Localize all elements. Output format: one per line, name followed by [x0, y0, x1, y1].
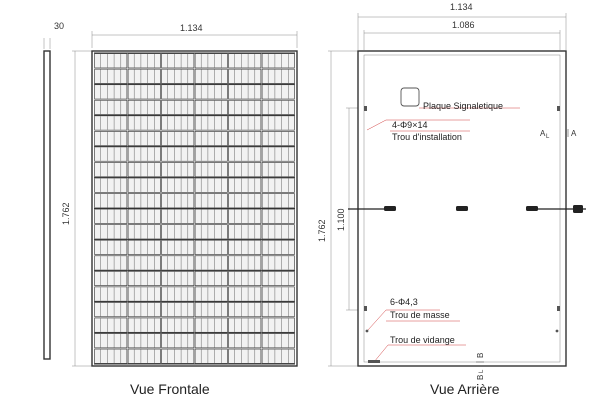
solar-cell [95, 209, 127, 223]
solar-cell [128, 334, 160, 348]
front-view [44, 21, 297, 397]
solar-cell [162, 302, 194, 316]
solar-cell [262, 100, 294, 114]
solar-cell [128, 209, 160, 223]
solar-cell [195, 178, 227, 192]
solar-cell [128, 178, 160, 192]
solar-cell [162, 287, 194, 301]
solar-cell [95, 240, 127, 254]
rear-inner-height-dim: 1.100 [336, 208, 346, 231]
solar-cell [95, 349, 127, 363]
solar-cell [195, 69, 227, 83]
solar-cell [262, 194, 294, 208]
solar-cell [128, 225, 160, 239]
solar-cell [162, 271, 194, 285]
solar-cell [95, 256, 127, 270]
solar-cell [95, 287, 127, 301]
solar-cell [162, 334, 194, 348]
cable-end-connector [573, 205, 583, 213]
solar-cell [162, 194, 194, 208]
solar-cell [128, 116, 160, 130]
front-height-dim: 1.762 [61, 202, 71, 225]
solar-cell [229, 209, 261, 223]
solar-cell [195, 131, 227, 145]
install-hole-spec: 4-Φ9×14 [392, 120, 428, 130]
solar-cell [262, 209, 294, 223]
solar-cell [229, 287, 261, 301]
install-hole-label: Trou d'installation [392, 132, 462, 142]
solar-cell [195, 318, 227, 332]
solar-cell [95, 178, 127, 192]
solar-cell [95, 100, 127, 114]
front-thickness-dim: 30 [54, 21, 65, 31]
solar-cell [128, 194, 160, 208]
solar-cell [95, 302, 127, 316]
solar-cell [262, 147, 294, 161]
solar-cell [262, 318, 294, 332]
solar-cell [229, 85, 261, 99]
panel-side-profile [44, 51, 50, 359]
solar-cell [162, 54, 194, 68]
solar-cell [95, 69, 127, 83]
solar-cell [195, 147, 227, 161]
solar-cell [195, 194, 227, 208]
section-a-left: A [540, 129, 546, 138]
solar-cell [95, 54, 127, 68]
front-width-dim: 1.134 [180, 23, 203, 33]
solar-cell [95, 194, 127, 208]
section-b-left: B [476, 374, 485, 380]
solar-cell [195, 85, 227, 99]
solar-cell [162, 69, 194, 83]
solar-cell [229, 349, 261, 363]
solar-cell [262, 256, 294, 270]
solar-cell [128, 318, 160, 332]
connector-left [384, 206, 396, 211]
solar-cell [195, 271, 227, 285]
solar-cell [229, 147, 261, 161]
front-view-caption: Vue Frontale [130, 381, 210, 397]
solar-cell [195, 302, 227, 316]
solar-cell [229, 194, 261, 208]
solar-cell [195, 349, 227, 363]
solar-cell [162, 349, 194, 363]
connector-right [526, 206, 538, 211]
solar-cell [128, 54, 160, 68]
solar-cell [229, 131, 261, 145]
solar-cell [262, 302, 294, 316]
solar-cell [128, 131, 160, 145]
solar-cell [162, 318, 194, 332]
solar-cell [128, 100, 160, 114]
solar-cell [95, 85, 127, 99]
solar-cell [229, 225, 261, 239]
solar-cell [262, 287, 294, 301]
ground-hole-right [556, 330, 559, 333]
install-hole-top-left [364, 106, 367, 111]
solar-cell [229, 116, 261, 130]
solar-cell [229, 100, 261, 114]
solar-cell [195, 240, 227, 254]
solar-cell [229, 271, 261, 285]
solar-cell [262, 271, 294, 285]
solar-cell [229, 334, 261, 348]
solar-cell [128, 271, 160, 285]
install-hole-top-right [557, 106, 560, 111]
solar-cell [229, 54, 261, 68]
solar-cell [195, 287, 227, 301]
solar-cell [262, 162, 294, 176]
solar-cell [262, 240, 294, 254]
solar-cell [262, 225, 294, 239]
solar-cell [262, 69, 294, 83]
solar-cell [229, 178, 261, 192]
solar-cell [95, 334, 127, 348]
solar-cell [162, 131, 194, 145]
solar-cell [262, 131, 294, 145]
section-b-left-sub: L [479, 369, 485, 373]
section-a-right: A [571, 129, 577, 138]
drain-hole [368, 360, 380, 363]
ground-hole-label: Trou de masse [390, 310, 450, 320]
install-hole-bottom-left [364, 306, 367, 311]
solar-cell [95, 116, 127, 130]
ground-hole-left [366, 330, 369, 333]
solar-cell [195, 225, 227, 239]
solar-cell [195, 162, 227, 176]
solar-cell [128, 85, 160, 99]
solar-cell [229, 302, 261, 316]
solar-cell [262, 54, 294, 68]
solar-cell [229, 162, 261, 176]
solar-cell [162, 225, 194, 239]
solar-cell [128, 240, 160, 254]
solar-cell [262, 178, 294, 192]
solar-cell [229, 69, 261, 83]
solar-cell [195, 209, 227, 223]
junction-box [456, 206, 468, 211]
solar-cell [95, 225, 127, 239]
solar-cell [95, 147, 127, 161]
solar-cell [162, 116, 194, 130]
solar-cell [162, 85, 194, 99]
solar-cell [229, 318, 261, 332]
solar-cell [128, 162, 160, 176]
solar-cell [128, 147, 160, 161]
solar-cell [162, 178, 194, 192]
solar-cell [128, 349, 160, 363]
solar-cell [195, 256, 227, 270]
solar-cell [162, 256, 194, 270]
solar-cell [162, 100, 194, 114]
solar-cell [162, 162, 194, 176]
rear-view [317, 2, 586, 397]
solar-cell [95, 131, 127, 145]
solar-cell [262, 116, 294, 130]
solar-cell [95, 318, 127, 332]
solar-cell [195, 54, 227, 68]
install-hole-bottom-right [557, 306, 560, 311]
solar-cell [162, 209, 194, 223]
solar-cell [262, 85, 294, 99]
solar-cell [128, 69, 160, 83]
solar-cell [128, 302, 160, 316]
solar-cell [195, 116, 227, 130]
nameplate-label: Plaque Signaletique [423, 101, 504, 111]
solar-cell [162, 147, 194, 161]
rear-outer-width-dim: 1.134 [450, 2, 473, 12]
solar-cell [229, 240, 261, 254]
solar-cell [95, 162, 127, 176]
solar-cell [262, 349, 294, 363]
solar-cell [229, 256, 261, 270]
solar-cell [95, 271, 127, 285]
ground-hole-spec: 6-Φ4,3 [390, 297, 418, 307]
rear-outer-height-dim: 1.762 [317, 219, 327, 242]
solar-cell [262, 334, 294, 348]
section-a-left-sub: L [546, 134, 550, 140]
rear-inner-width-dim: 1.086 [452, 20, 475, 30]
solar-cell [162, 240, 194, 254]
rear-view-caption: Vue Arrière [430, 381, 500, 397]
solar-cell [128, 256, 160, 270]
solar-cell [195, 100, 227, 114]
solar-cell [128, 287, 160, 301]
drain-hole-label: Trou de vidange [390, 335, 455, 345]
section-b-right: B [476, 352, 485, 358]
solar-cell [195, 334, 227, 348]
